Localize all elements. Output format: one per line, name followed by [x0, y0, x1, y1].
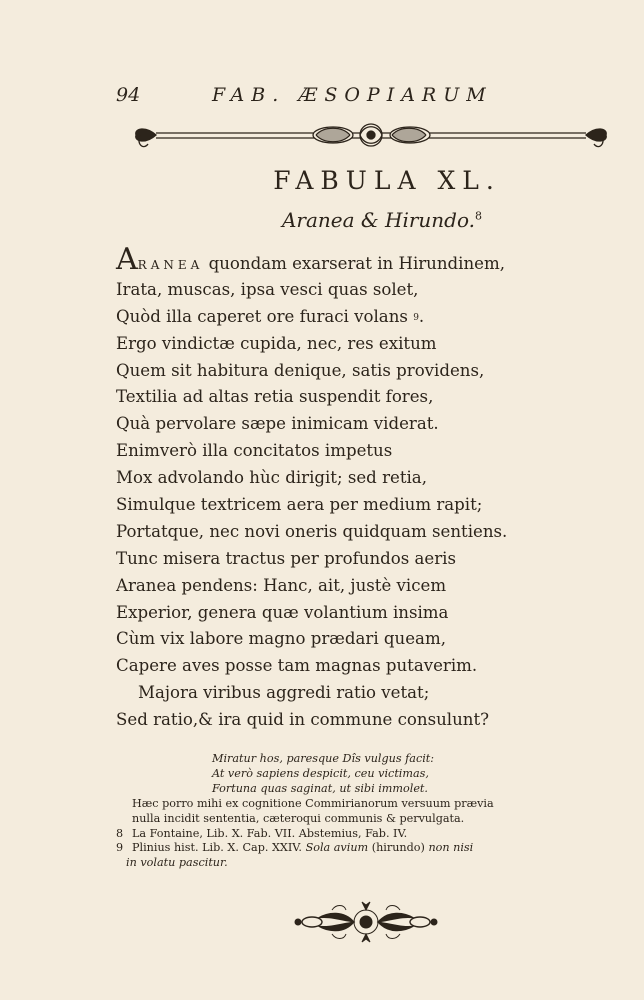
verse-line: Quà pervolare sæpe inimicam viderat. — [116, 414, 439, 434]
note-commentary-line: nulla incidit sententia, cæteroqui communis & pervulgata. — [132, 811, 465, 825]
fable-title: FABULA XL. — [273, 166, 501, 195]
drop-cap: A — [116, 242, 138, 277]
verse-line: Simulque textricem aera per medium rapit; — [116, 495, 483, 515]
verse-line: Mox advolando hùc dirigit; sed retia, — [116, 468, 427, 488]
footnote-paren: (hirundo) — [368, 841, 429, 855]
footnote-text: La Fontaine, Lib. X. Fab. VII. Abstemius, Fab. IV. — [132, 826, 408, 840]
verse-line: Experior, genera quæ volantium insima — [116, 602, 449, 622]
verse-text: Quòd illa caperet ore furaci volans — [116, 306, 408, 326]
footnote-quote: Sola avium — [305, 841, 369, 855]
small-caps-word: RANEA — [137, 258, 204, 272]
verse-line — [116, 304, 576, 331]
verse-line: Capere aves posse tam magnas putaverim. — [116, 656, 478, 676]
fable-subtitle — [0, 208, 644, 232]
rule-ornament — [128, 118, 614, 154]
note-commentary-line: Hæc porro mihi ex cognitione Commirianorum versuum prævia — [132, 796, 494, 810]
verse-line — [116, 242, 576, 277]
note-quote-line: Miratur hos, paresque Dîs vulgus facit: — [212, 752, 435, 765]
verse-body — [116, 242, 576, 734]
footnote-text: Plinius hist. Lib. X. Cap. XXIV. — [132, 841, 302, 855]
running-title: FAB. ÆSOPIARUM — [212, 84, 493, 106]
page-number: 94 — [116, 84, 141, 106]
verse-text: quondam exarserat in Hirundinem, — [203, 254, 506, 273]
verse-line: Ergo vindictæ cupida, nec, res exitum — [116, 333, 437, 353]
footnote-mark: 8 — [116, 826, 124, 840]
subtitle-text: Aranea & Hirundo. — [281, 208, 476, 232]
note-quote-line: At verò sapiens despicit, ceu victimas, — [212, 766, 429, 780]
tailpiece-ornament — [288, 898, 444, 946]
note-quote-line: Fortuna quas saginat, ut sibi immolet. — [212, 781, 428, 795]
footnote-9 — [116, 841, 630, 856]
verse-line: Aranea pendens: Hanc, ait, justè vicem — [116, 575, 447, 595]
footnote-mark: 9 — [116, 841, 124, 855]
subtitle-footnote-ref: 8 — [475, 209, 483, 223]
footnote-9-continuation: in volatu pascitur. — [126, 856, 228, 870]
verse-line: Tunc misera tractus per profundos aeris — [116, 548, 457, 568]
verse-line: Enimverò illa concitatos impetus — [116, 441, 393, 461]
verse-line: Irata, muscas, ipsa vesci quas solet, — [116, 279, 419, 299]
footnote-ref: 9 — [413, 312, 419, 323]
verse-line: Textilia ad altas retia suspendit fores, — [116, 387, 434, 407]
verse-tail: . — [418, 306, 425, 326]
verse-line: Portatque, nec novi oneris quidquam sentiens. — [116, 521, 508, 541]
verse-line: Quem sit habitura denique, satis providens, — [116, 360, 485, 380]
footnotes — [116, 752, 630, 871]
moral-line: Sed ratio,& ira quid in commune consulunt? — [116, 710, 490, 730]
footnote-quote: non nisi — [428, 841, 474, 855]
verse-line: Cùm vix labore magno prædari queam, — [116, 629, 446, 649]
moral-line: Majora viribus aggredi ratio vetat; — [138, 683, 430, 703]
running-head — [116, 84, 536, 110]
footnote-8 — [116, 827, 630, 842]
